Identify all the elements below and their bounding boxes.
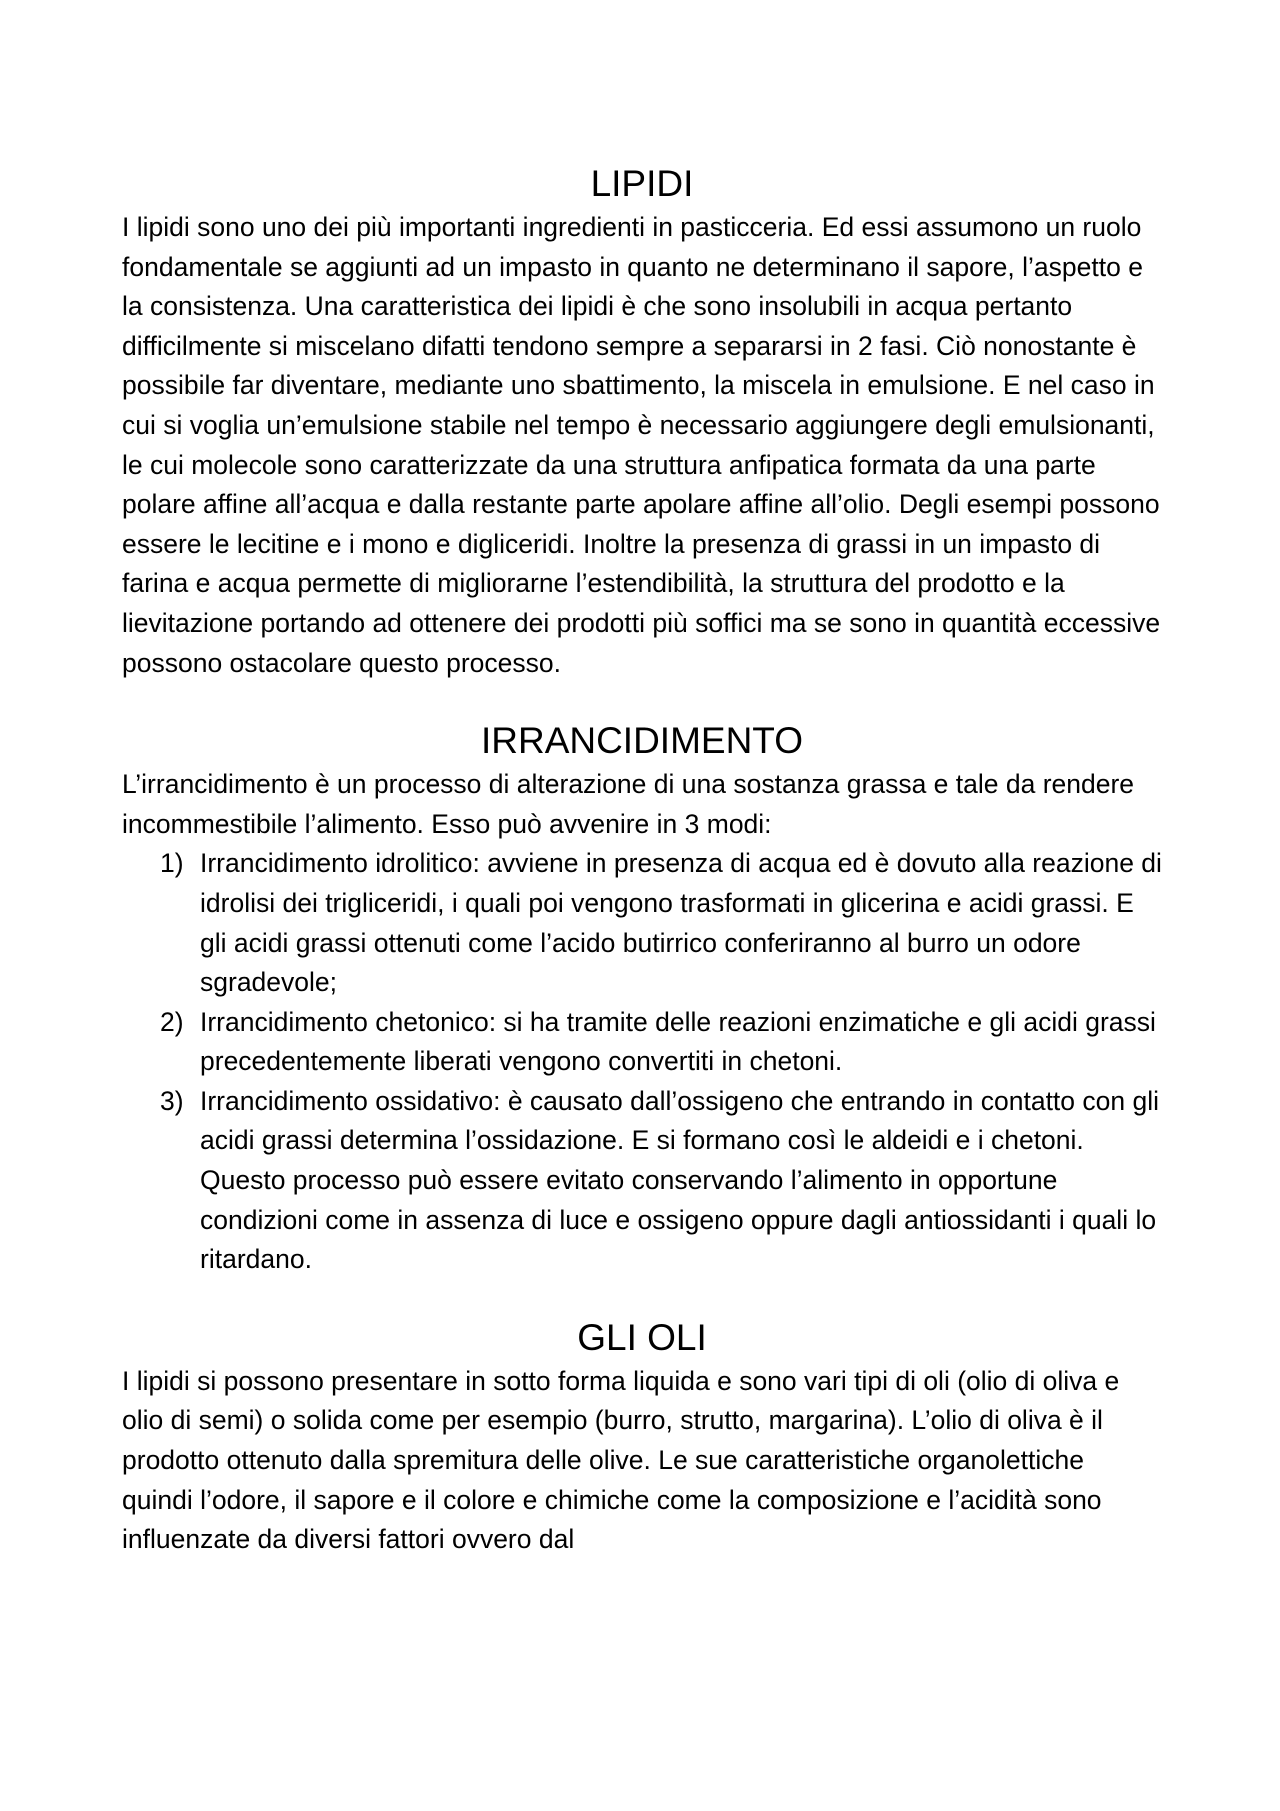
- list-item-number: 3): [160, 1085, 184, 1116]
- list-item: [122, 844, 1162, 1002]
- section-heading-irrancidimento: IRRANCIDIMENTO: [480, 720, 804, 762]
- list-item-number: 2): [160, 1006, 184, 1037]
- list-item-number: 1): [160, 848, 184, 879]
- irrancidimento-list: [122, 844, 1162, 1280]
- section-paragraph-irrancidimento: L’irrancidimento è un processo di alterazione di una sostanza grassa e tale da rendere incommestibile l’alimento. Esso può avvenire in 3 modi:: [122, 769, 1135, 839]
- list-item: [122, 1082, 1162, 1280]
- list-item-text: Irrancidimento ossidativo: è causato dall’ossigeno che entrando in contatto con gli acidi grassi determina l’ossidazione. E si formano così le aldeidi e i chetoni. Questo processo può essere evitato conservando l’alimento in opportune condizioni come in assenza di luce e ossigeno oppure dagli antiossidanti i quali lo ritardano.: [200, 1085, 1159, 1275]
- section-paragraph-lipidi: I lipidi sono uno dei più importanti ingredienti in pasticceria. Ed essi assumono un ruolo fondamentale se aggiunti ad un impasto in quanto ne determinano il sapore, l’aspetto e la consistenza. Una caratteristica dei lipidi è che sono insolubili in acqua pertanto difficilmente si miscelano difatti tendono sempre a separarsi in 2 fasi. Ciò nonostante è possibile far diventare, mediante uno sbattimento, la miscela in emulsione. E nel caso in cui si voglia un’emulsione stabile nel tempo è necessario aggiungere degli emulsionanti, le cui molecole sono caratterizzate da una struttura anfipatica formata da una parte polare affine all’acqua e dalla restante parte apolare affine all’olio. Degli esempi possono essere le lecitine e i mono e digliceridi. Inoltre la presenza di grassi in un impasto di farina e acqua permette di migliorarne l’estendibilità, la struttura del prodotto e la lievitazione portando ad ottenere dei prodotti più soffici ma se sono in quantità eccessive possono ostacolare questo processo.: [122, 212, 1161, 678]
- list-item: [122, 1003, 1162, 1082]
- list-item-text: Irrancidimento idrolitico: avviene in presenza di acqua ed è dovuto alla reazione di idrolisi dei trigliceridi, i quali poi vengono trasformati in glicerina e acidi grassi. E gli acidi grassi ottenuti come l’acido butirrico conferiranno al burro un odore sgradevole;: [200, 848, 1162, 998]
- section-spacer: [122, 683, 1162, 717]
- section-heading-gli-oli: GLI OLI: [577, 1316, 707, 1358]
- section-paragraph-gli-oli: I lipidi si possono presentare in sotto forma liquida e sono vari tipi di oli (olio di oliva e olio di semi) o solida come per esempio (burro, strutto, margarina). L’olio di oliva è il prodotto ottenuto dalla spremitura delle olive. Le sue caratteristiche organolettiche quindi l’odore, il sapore e il colore e chimiche come la composizione e l’acidità sono influenzate da diversi fattori ovvero dal: [122, 1365, 1120, 1555]
- document-body: [122, 160, 1162, 1560]
- section-spacer: [122, 1280, 1162, 1314]
- list-item-text: Irrancidimento chetonico: si ha tramite delle reazioni enzimatiche e gli acidi grassi precedentemente liberati vengono convertiti in chetoni.: [200, 1006, 1156, 1077]
- section-heading-lipidi: LIPIDI: [590, 163, 694, 204]
